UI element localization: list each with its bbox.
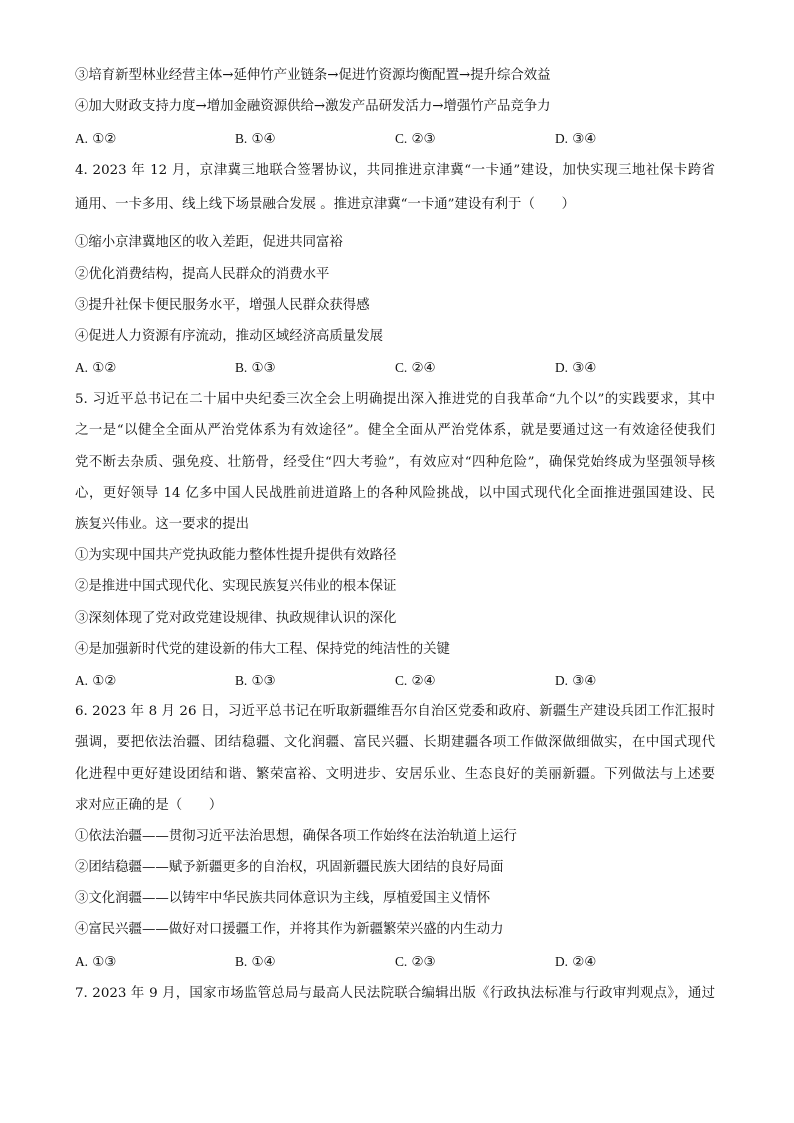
- q6-option-d[interactable]: D. ②④: [555, 954, 597, 970]
- q4-item-3: ③提升社保卡便民服务水平，增强人民群众获得感: [75, 298, 370, 313]
- q6-options: [75, 952, 715, 972]
- q4-stem-line-2: 通用、一卡多用、线上线下场景融合发展 。推进京津冀“一卡通”建设有利于（ ）: [75, 197, 576, 212]
- q5-stem-line-1: 5. 习近平总书记在二十届中央纪委三次全会上明确提出深入推进党的自我革命“九个以”的实践要求，其中: [75, 392, 715, 407]
- q4-item-2: ②优化消费结构，提高人民群众的消费水平: [75, 267, 330, 282]
- q5-stem-line-4: 心，更好领导 14 亿多中国人民战胜前进道路上的各种风险挑战，以中国式现代化全面推进强国建设、民: [75, 486, 715, 501]
- q7-stem-line-1: 7. 2023 年 9 月，国家市场监管总局与最高人民法院联合编辑出版《行政执法标准与行政审判观点》，通过: [75, 986, 715, 1001]
- q5-stem-line-5: 族复兴伟业。这一要求的提出: [75, 517, 250, 532]
- q4-option-b[interactable]: B. ①③: [235, 360, 276, 376]
- q5-item-4: ④是加强新时代党的建设新的伟大工程、保持党的纯洁性的关键: [75, 642, 450, 657]
- q5-option-b[interactable]: B. ①③: [235, 673, 276, 689]
- q3-option-a[interactable]: A. ①②: [75, 131, 117, 147]
- q4-option-a[interactable]: A. ①②: [75, 360, 117, 376]
- q4-stem-line-1: 4. 2023 年 12 月，京津冀三地联合签署协议，共同推进京津冀“一卡通”建设，加快实现三地社保卡跨省: [75, 163, 715, 178]
- q6-item-2: ②团结稳疆——赋予新疆更多的自治权，巩固新疆民族大团结的良好局面: [75, 860, 504, 875]
- q3-options: [75, 129, 715, 149]
- q6-item-3: ③文化润疆——以铸牢中华民族共同体意识为主线，厚植爱国主义情怀: [75, 891, 491, 906]
- q6-item-1: ①依法治疆——贯彻习近平法治思想，确保各项工作始终在法治轨道上运行: [75, 829, 517, 844]
- q6-option-a[interactable]: A. ①③: [75, 954, 117, 970]
- q6-stem-line-3: 化进程中更好建设团结和谐、繁荣富裕、文明进步、安居乐业、生态良好的美丽新疆。下列做法与上述要: [75, 767, 715, 782]
- q5-option-c[interactable]: C. ②④: [395, 673, 436, 689]
- q6-stem-line-1: 6. 2023 年 8 月 26 日，习近平总书记在听取新疆维吾尔自治区党委和政府、新疆生产建设兵团工作汇报时: [75, 704, 715, 719]
- q6-stem-line-2: 强调，要把依法治疆、团结稳疆、文化润疆、富民兴疆、长期建疆各项工作做深做细做实，在中国式现代: [75, 735, 715, 750]
- q4-option-d[interactable]: D. ③④: [555, 360, 597, 376]
- q4-options: [75, 358, 715, 378]
- q4-item-1: ①缩小京津冀地区的收入差距，促进共同富裕: [75, 235, 343, 250]
- q6-option-b[interactable]: B. ①④: [235, 954, 276, 970]
- q5-stem-line-2: 之一是“以健全全面从严治党体系为有效途径”。健全全面从严治党体系，就是要通过这一有效途径使我们: [75, 423, 715, 438]
- q3-item-4: ④加大财政支持力度→增加金融资源供给→激发产品研发活力→增强竹产品竞争力: [75, 99, 551, 114]
- q3-option-d[interactable]: D. ③④: [555, 131, 597, 147]
- q5-option-a[interactable]: A. ①②: [75, 673, 117, 689]
- q5-item-1: ①为实现中国共产党执政能力整体性提升提供有效路径: [75, 548, 397, 563]
- q5-item-3: ③深刻体现了党对政党建设规律、执政规律认识的深化: [75, 611, 397, 626]
- q5-options: [75, 671, 715, 691]
- q5-stem-line-3: 党不断去杂质、强免疫、壮筋骨，经受住“四大考验”，有效应对“四种危险”，确保党始终成为坚强领导核: [75, 455, 715, 470]
- q6-stem-line-4: 求对应正确的是（ ）: [75, 798, 223, 813]
- q4-option-c[interactable]: C. ②④: [395, 360, 436, 376]
- q3-item-3: ③培育新型林业经营主体→延伸竹产业链条→促进竹资源均衡配置→提升综合效益: [75, 68, 551, 83]
- q5-option-d[interactable]: D. ③④: [555, 673, 597, 689]
- q4-item-4: ④促进人力资源有序流动，推动区域经济高质量发展: [75, 329, 383, 344]
- q6-option-c[interactable]: C. ②③: [395, 954, 436, 970]
- q5-item-2: ②是推进中国式现代化、实现民族复兴伟业的根本保证: [75, 579, 397, 594]
- q6-item-4: ④富民兴疆——做好对口援疆工作，并将其作为新疆繁荣兴盛的内生动力: [75, 922, 504, 937]
- q3-option-c[interactable]: C. ②③: [395, 131, 436, 147]
- q3-option-b[interactable]: B. ①④: [235, 131, 276, 147]
